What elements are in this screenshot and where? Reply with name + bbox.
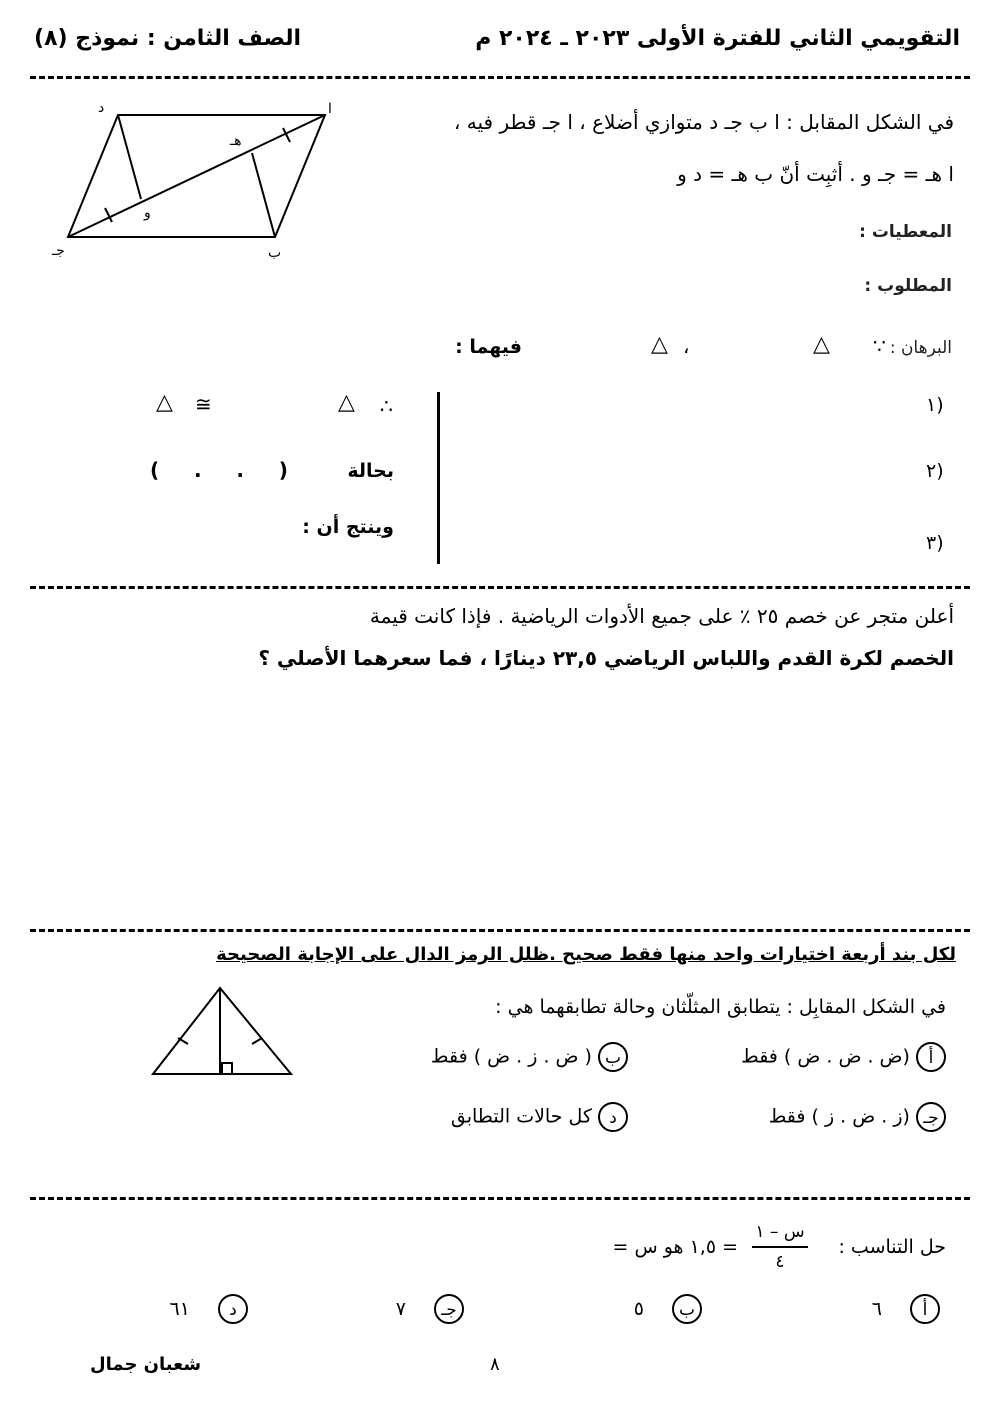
- choice-letter[interactable]: ب: [672, 1294, 702, 1324]
- divider: [30, 76, 970, 79]
- q4-option-d[interactable]: [170, 1294, 248, 1324]
- isosceles-triangle-figure: [145, 982, 300, 1082]
- q2-line2: الخصم لكرة القدم واللباس الرياضي ٢٣,٥ دينارًا ، فما سعرهما الأصلي ؟: [258, 646, 954, 670]
- q4-option-a[interactable]: [872, 1294, 940, 1324]
- header-title: التقويمي الثاني للفترة الأولى ٢٠٢٣ ـ ٢٠٢٤ م: [475, 26, 960, 51]
- segment-bh: [252, 153, 275, 237]
- choice-text: (ز . ض . ز ) فقط: [768, 1105, 910, 1128]
- q3-option-d[interactable]: [451, 1102, 628, 1132]
- q4-option-b[interactable]: [634, 1294, 702, 1324]
- triangle-symbol: △: [338, 390, 355, 415]
- parallelogram-figure: [50, 95, 360, 270]
- required-label: المطلوب :: [864, 276, 952, 296]
- choice-letter[interactable]: د: [218, 1294, 248, 1324]
- choice-text: ٥: [633, 1297, 644, 1320]
- fraction-numerator: س – ١: [755, 1222, 805, 1242]
- right-angle-mark: [222, 1063, 232, 1074]
- label-c: جـ: [52, 243, 65, 259]
- step-number: ٣): [926, 532, 944, 554]
- fihima-label: فيهما :: [455, 336, 522, 358]
- choice-letter[interactable]: أ: [916, 1042, 946, 1072]
- choice-text: ( ض . ز . ض ) فقط: [430, 1045, 592, 1068]
- proof-divider: [437, 392, 440, 564]
- label-w: و: [144, 205, 151, 221]
- triangle-symbol: △: [156, 390, 173, 415]
- label-h: هـ: [230, 133, 242, 149]
- header-grade: الصف الثامن : نموذج (٨): [34, 26, 302, 51]
- divider: [30, 1197, 970, 1200]
- q1-line2: ا هـ = جـ و . أثبِت أنّ ب هـ = د و: [677, 162, 954, 186]
- author-name: شعبان جمال: [90, 1354, 202, 1375]
- triangle-outline: [153, 988, 291, 1074]
- choice-letter[interactable]: جـ: [434, 1294, 464, 1324]
- q3-option-b[interactable]: [431, 1042, 628, 1072]
- divider: [30, 929, 970, 932]
- choice-letter[interactable]: ب: [598, 1042, 628, 1072]
- segment-dw: [118, 115, 141, 199]
- choice-text: ٦١: [169, 1297, 190, 1320]
- q3-option-a[interactable]: [741, 1042, 946, 1072]
- page-number: ٨: [490, 1354, 500, 1375]
- q4-stem-prefix: حل التناسب :: [838, 1236, 946, 1258]
- choice-letter[interactable]: جـ: [916, 1102, 946, 1132]
- choice-letter[interactable]: د: [598, 1102, 628, 1132]
- q4-option-c[interactable]: [396, 1294, 464, 1324]
- result-label: وينتج أن :: [302, 516, 394, 538]
- choice-text: كل حالات التطابق: [450, 1105, 592, 1128]
- tick-mark: [252, 1038, 262, 1044]
- fraction-bar: [752, 1246, 808, 1248]
- choice-letter[interactable]: أ: [910, 1294, 940, 1324]
- triangle-symbol: △: [651, 332, 668, 357]
- congruent-symbol: ≅: [195, 392, 212, 416]
- label-a: ا: [328, 101, 332, 117]
- because-symbol: ∵: [873, 334, 886, 358]
- q3-stem: في الشكل المقابِل : يتطابق المثلّثان وحالة تطابقهما هي :: [495, 996, 946, 1018]
- step-number: ١): [926, 394, 944, 416]
- comma: ،: [683, 334, 690, 358]
- q4-stem-suffix: = ١,٥ هو س =: [612, 1236, 738, 1258]
- choice-text: (ض . ض . ض ) فقط: [741, 1045, 910, 1068]
- case-label: بحالة: [347, 460, 394, 482]
- divider: [30, 586, 970, 589]
- therefore-symbol: ∴: [380, 394, 393, 418]
- q3-option-c[interactable]: [769, 1102, 946, 1132]
- q2-line1: أعلن متجر عن خصم ٢٥ ٪ على جميع الأدوات الرياضية . فإذا كانت قيمة: [369, 604, 954, 628]
- step-number: ٢): [926, 460, 944, 482]
- choice-text: ٧: [395, 1297, 406, 1320]
- q1-line1: في الشكل المقابل : ا ب جـ د متوازي أضلاع ، ا جـ قطر فيه ،: [453, 110, 954, 134]
- proof-label: البرهان :: [889, 338, 952, 358]
- givens-label: المعطيات :: [859, 222, 952, 242]
- case-parentheses: ( . . ): [150, 458, 288, 482]
- label-d: د: [98, 100, 105, 116]
- label-b: ب: [268, 245, 282, 261]
- triangle-symbol: △: [813, 332, 830, 357]
- mcq-instruction: لكل بند أربعة اختيارات واحد منها فقط صحيح .ظلل الرمز الدال على الإجابة الصحيحة: [216, 944, 956, 965]
- fraction-denominator: ٤: [775, 1252, 785, 1272]
- choice-text: ٦: [871, 1297, 882, 1320]
